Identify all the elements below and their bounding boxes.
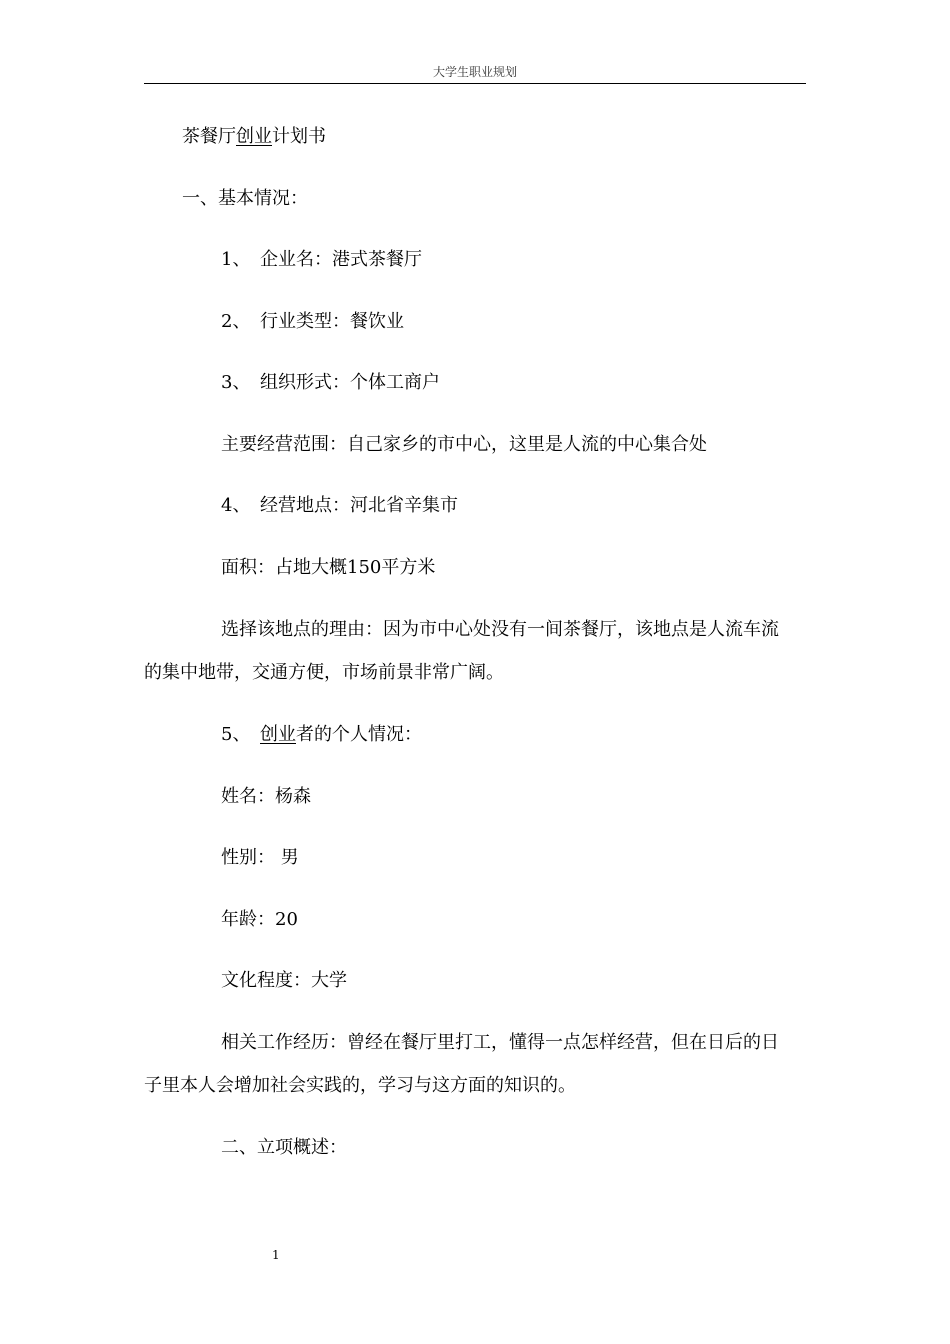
item-number: 2、	[221, 311, 251, 332]
item-text: 者的个人情况：	[296, 724, 422, 745]
founder-age: 年龄：20	[221, 909, 298, 930]
area-text: 面积：占地大概150平方米	[221, 557, 436, 578]
page-number: 1	[272, 1248, 280, 1262]
business-scope: 主要经营范围：自己家乡的市中心，这里是人流的中心集合处	[221, 434, 707, 455]
header-rule	[144, 83, 806, 84]
document-title	[182, 125, 326, 149]
item-text: 企业名：港式茶餐厅	[260, 249, 422, 270]
item-founder	[221, 723, 422, 747]
item-industry	[221, 310, 404, 334]
title-underlined: 创业	[236, 126, 272, 147]
item-company-name	[221, 248, 422, 272]
item-text: 组织形式：个体工商户	[260, 372, 440, 393]
founder-education: 文化程度：大学	[221, 970, 347, 991]
founder-name: 姓名：杨森	[221, 786, 311, 807]
item-location	[221, 494, 458, 518]
item-text: 行业类型：餐饮业	[260, 311, 404, 332]
item-number: 5、	[221, 724, 251, 745]
page-header: 大学生职业规划	[432, 65, 517, 79]
item-text: 经营地点：河北省辛集市	[260, 495, 458, 516]
reason-line-1: 选择该地点的理由：因为市中心处没有一间茶餐厅，该地点是人流车流	[221, 619, 779, 640]
title-part-1: 茶餐厅	[182, 126, 236, 147]
item-organization	[221, 371, 440, 395]
section-1-heading: 一、基本情况：	[182, 188, 308, 209]
experience-line-2: 子里本人会增加社会实践的，学习与这方面的知识的。	[144, 1075, 576, 1096]
item-underlined: 创业	[260, 724, 296, 745]
reason-line-2: 的集中地带，交通方便，市场前景非常广阔。	[144, 662, 504, 683]
experience-line-1: 相关工作经历：曾经在餐厅里打工，懂得一点怎样经营，但在日后的日	[221, 1032, 779, 1053]
item-number: 3、	[221, 372, 251, 393]
item-number: 1、	[221, 249, 251, 270]
section-2-heading: 二、立项概述：	[221, 1137, 347, 1158]
founder-gender: 性别： 男	[221, 847, 299, 868]
item-number: 4、	[221, 495, 251, 516]
title-part-2: 计划书	[272, 126, 326, 147]
